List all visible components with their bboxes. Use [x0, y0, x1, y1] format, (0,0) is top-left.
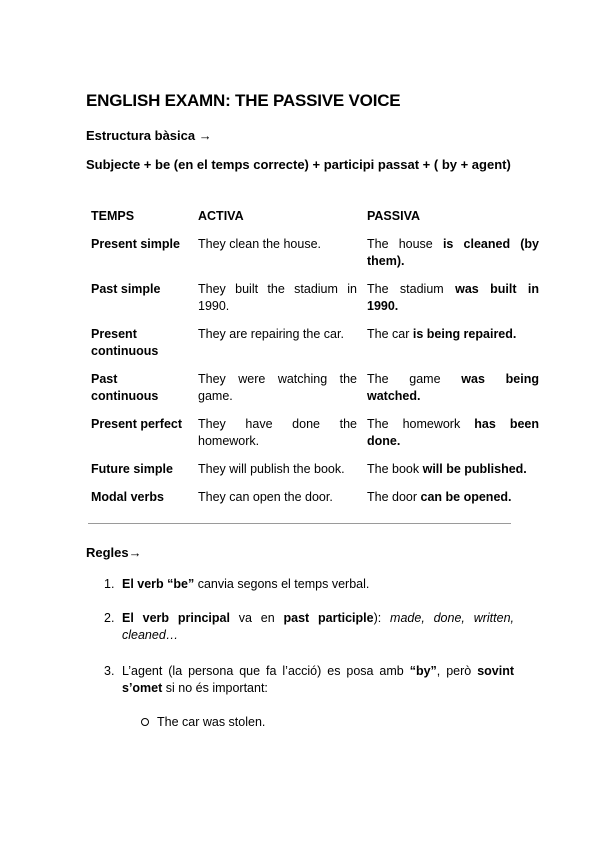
passive-plain: The book — [367, 462, 423, 476]
passive-verb: was built in 1990. — [367, 282, 539, 313]
example-sub-item — [141, 714, 265, 731]
rule-number: 2. — [104, 611, 115, 625]
active-cell: They were watching the game. — [198, 372, 357, 403]
rule-plain: va en — [229, 611, 284, 625]
rule-examples: made, done, written, cleaned… — [122, 611, 514, 642]
tense-cell: Past continuous — [91, 372, 159, 403]
table-row — [86, 280, 544, 325]
passive-cell — [362, 325, 544, 370]
rule-plain: ): — [373, 611, 391, 625]
passive-cell — [362, 488, 544, 516]
rule-text — [122, 610, 514, 644]
table-row — [86, 370, 544, 415]
passive-verb: can be opened. — [420, 490, 512, 504]
rule-plain: , però — [436, 664, 478, 678]
passive-cell — [362, 235, 544, 280]
page-title: ENGLISH EXAMN: THE PASSIVE VOICE — [86, 91, 401, 110]
rule-bold: past participle — [283, 611, 374, 625]
hollow-bullet-icon — [141, 718, 149, 726]
rule-item — [104, 663, 514, 697]
passive-voice-table — [86, 206, 544, 516]
table-header-row — [86, 206, 544, 235]
passive-verb: is being repaired. — [412, 327, 517, 341]
header-activa: ACTIVA — [198, 209, 244, 223]
passive-cell — [362, 415, 544, 460]
tense-cell: Present perfect — [91, 417, 183, 431]
horizontal-divider — [88, 523, 511, 524]
rule-plain: L’agent (la persona que fa l’acció) es posa amb — [122, 664, 410, 678]
passive-plain: The house — [367, 237, 443, 251]
rule-text — [122, 576, 514, 593]
passive-plain: The stadium — [367, 282, 456, 296]
rule-plain: canvia segons el temps verbal. — [194, 577, 370, 591]
passive-verb: is cleaned (by them). — [367, 237, 539, 268]
tense-cell: Present continuous — [91, 327, 159, 358]
tense-cell: Past simple — [91, 282, 161, 296]
example-text: The car was stolen. — [157, 715, 266, 729]
table-row — [86, 235, 544, 280]
rule-item — [104, 576, 514, 593]
passive-plain: The homework — [367, 417, 475, 431]
passive-cell — [362, 280, 544, 325]
passive-formula: Subjecte + be (en el temps correcte) + participi passat + ( by + agent) — [86, 157, 511, 172]
rule-number: 1. — [104, 577, 115, 591]
passive-verb: was being watched. — [367, 372, 539, 403]
rule-text — [122, 663, 514, 697]
active-cell: They are repairing the car. — [198, 327, 344, 341]
rule-number: 3. — [104, 664, 115, 678]
header-passiva: PASSIVA — [367, 209, 421, 223]
active-cell: They clean the house. — [198, 237, 321, 251]
passive-verb: has been done. — [367, 417, 539, 448]
passive-cell — [362, 370, 544, 415]
structure-heading: Estructura bàsica → — [86, 128, 212, 143]
table-row — [86, 488, 544, 516]
table-row — [86, 325, 544, 370]
rule-bold: El verb “be” — [122, 577, 195, 591]
rule-item — [104, 610, 514, 644]
active-cell: They will publish the book. — [198, 462, 345, 476]
passive-cell — [362, 460, 544, 488]
active-cell: They have done the homework. — [198, 417, 357, 448]
rule-bold: El verb principal — [122, 611, 230, 625]
tense-cell: Modal verbs — [91, 490, 164, 504]
active-cell: They can open the door. — [198, 490, 333, 504]
rule-bold: sovint s’omet — [122, 664, 514, 695]
tense-cell: Present simple — [91, 237, 180, 251]
passive-plain: The car — [367, 327, 413, 341]
rule-bold: “by” — [409, 664, 437, 678]
rules-heading: Regles→ — [86, 545, 142, 560]
table-row — [86, 460, 544, 488]
header-temps: TEMPS — [91, 209, 135, 223]
passive-verb: will be published. — [422, 462, 527, 476]
tense-cell: Future simple — [91, 462, 173, 476]
table-row — [86, 415, 544, 460]
passive-plain: The game — [367, 372, 462, 386]
active-cell: They built the stadium in 1990. — [198, 282, 357, 313]
rule-plain: si no és important: — [162, 681, 268, 695]
passive-plain: The door — [367, 490, 421, 504]
